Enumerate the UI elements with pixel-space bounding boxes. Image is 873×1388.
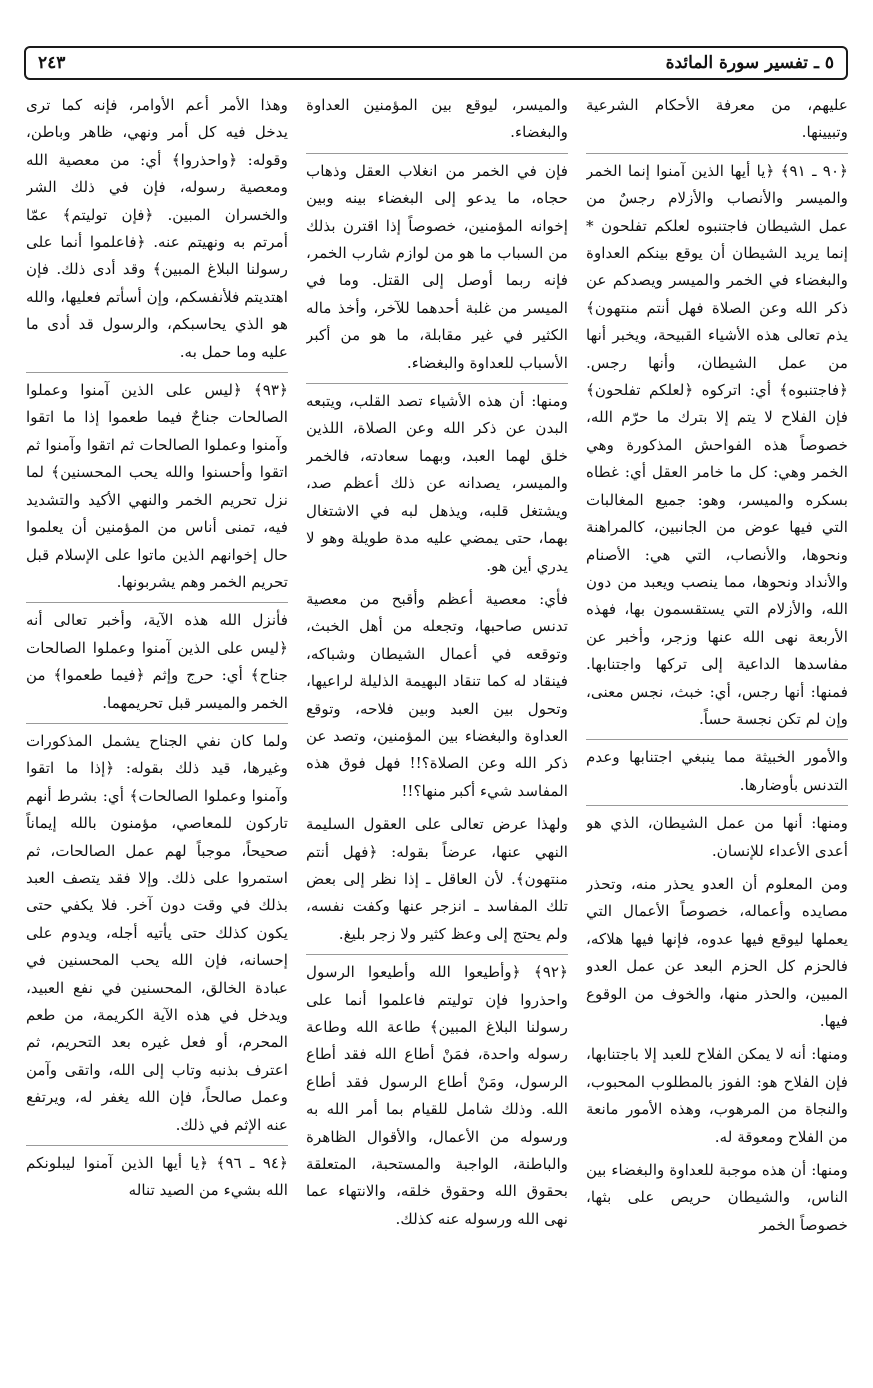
- paragraph: وهذا الأمر أعم الأوامر، فإنه كما ترى يدخل فيه كل أمر ونهي، ظاهر وباطن، وقوله: ﴿واحذروا﴾ أي: من معصية الله ومعصية رسوله، فإن في ذلك الشر والخسران المبين. ﴿فإن توليتم﴾ عمّا أمرتم به ونهيتم عنه. ﴿فاعلموا أنما على رسولنا البلاغ المبين﴾ وقد أدى ذلك. فإن اهتديتم فلأنفسكم، وإن أسأتم فعليها، والله هو الذي يحاسبكم، والرسول قد أدى ما عليه وما حمل به.: [26, 96, 288, 361]
- paragraph: ولما كان نفي الجناح يشمل المذكورات وغيرها، قيد ذلك بقوله: ﴿إذا ما اتقوا وآمنوا وعملوا الصالحات﴾ أي: بشرط أنهم تاركون للمعاصي، مؤمنون بالله إيماناً صحيحاً، موجباً لهم عمل الصالحات، ثم استمروا على ذلك. وإلا فقد يتصف العبد بذلك في وقت دون آخر. فلا يكفي حتى يكون كذلك حتى يأتيه أجله، ويدوم على إحسانه، فإن الله يحب المحسنين في عبادة الخالق، المحسنين في نفع العبيد، ويدخل في هذه الآية الكريمة، من طعم المحرم، أو فعل غيره بعد التحريم، ثم اعترف بذنبه وتاب إلى الله، واتقى وآمن وعمل صالحاً، فإن الله يغفر له، ويرتفع عنه الإثم في ذلك.: [26, 723, 288, 1139]
- paragraph: فأي: معصية أعظم وأقبح من معصية تدنس صاحبها، وتجعله من أهل الخبث، وتوقعه في أعمال الشيطان وشباكه، فينقاد له كما تنقاد البهيمة الذليلة لراعيها، وتحول بين العبد وبين فلاحه، وتوقع العداوة والبغضاء بين المؤمنين، وتصد عن ذكر الله وعن الصلاة؟!! فهل فوق هذه المفاسد شيء أكبر منها؟!!: [306, 589, 568, 800]
- header-title: ٥ ـ تفسير سورة المائدة: [665, 53, 834, 73]
- paragraph: ومنها: أن هذه موجبة للعداوة والبغضاء بين الناس، والشيطان حريص على بثها، خصوصاً الخمر: [586, 1161, 848, 1234]
- paragraph: فإن في الخمر من انغلاب العقل وذهاب حجاه، ما يدعو إلى البغضاء بينه وبين إخوانه المؤمنين، خصوصاً إذا اقترن بذلك من السباب ما هو من لوازم شارب الخمر، فإنه ربما أوصل إلى القتل. وما في الميسر من غلبة أحدهما للآخر، وأخذ ماله الكثير في غير مقابلة، ما هو من أكبر الأسباب للعداوة والبغضاء.: [306, 153, 568, 377]
- column-left: [26, 92, 288, 1372]
- column-right: [586, 92, 848, 1372]
- page-header: [24, 46, 848, 80]
- paragraph: والميسر، ليوقع بين المؤمنين العداوة والبغضاء.: [306, 96, 568, 142]
- paragraph-verse-92: ﴿٩٢﴾ ﴿وأطيعوا الله وأطيعوا الرسول واحذروا فإن توليتم فاعلموا أنما على رسولنا البلاغ المبين﴾ طاعة الله وطاعة رسوله واحدة، فمَنْ أطاع الله فقد أطاع الرسول، ومَنْ أطاع الرسول فقد أطاع الله. وذلك شامل للقيام بما أمر الله به ورسوله من الأعمال، والأقوال الظاهرة والباطنة، الواجبة والمستحبة، المتعلقة بحقوق الله وحقوق خلقه، والانتهاء عما نهى الله ورسوله عنه كذلك.: [306, 954, 568, 1233]
- paragraph: والأمور الخبيثة مما ينبغي اجتنابها وعدم التدنس بأوضارها.: [586, 739, 848, 799]
- paragraph: ولهذا عرض تعالى على العقول السليمة النهي عنها، عرضاً بقوله: ﴿فهل أنتم منتهون﴾. لأن العاقل ـ إذا نظر إلى بعض تلك المفاسد ـ انزجر عنها وكفت نفسه، ولم يحتج إلى وعظ كثير ولا زجر بليغ.: [306, 815, 568, 943]
- page-number: ٢٤٣: [38, 53, 66, 73]
- paragraph-verse-93: ﴿٩٣﴾ ﴿ليس على الذين آمنوا وعملوا الصالحات جناحٌ فيما طعموا إذا ما اتقوا وآمنوا وعملوا الصالحات ثم اتقوا وآمنوا ثم اتقوا وأحسنوا والله يحب المحسنين﴾ لما نزل تحريم الخمر والنهي الأكيد والتشديد فيه، تمنى أناس من المؤمنين أن يعلموا حال إخوانهم الذين ماتوا على الإسلام قبل تحريم الخمر وهم يشربونها.: [26, 372, 288, 596]
- paragraph: ومن المعلوم أن العدو يحذر منه، وتحذر مصايده وأعماله، خصوصاً الأعمال التي يعملها ليوقع فيها عدوه، فإنها فيها هلاكه، فالحزم كل الحزم البعد عن عمل العدو المبين، والحذر منها، والخوف من الوقوع فيها.: [586, 874, 848, 1030]
- paragraph-verse-94-96: ﴿٩٤ ـ ٩٦﴾ ﴿يا أيها الذين آمنوا ليبلونكم الله بشيء من الصيد تناله: [26, 1145, 288, 1205]
- paragraph: فأنزل الله هذه الآية، وأخبر تعالى أنه ﴿ليس على الذين آمنوا وعملوا الصالحات جناح﴾ أي: حرج وإثم ﴿فيما طعموا﴾ من الخمر والميسر قبل تحريمهما.: [26, 602, 288, 717]
- paragraph: ومنها: أنه لا يمكن الفلاح للعبد إلا باجتنابها، فإن الفلاح هو: الفوز بالمطلوب المحبوب، والنجاة من المرهوب، وهذه الأمور مانعة من الفلاح ومعوقة له.: [586, 1045, 848, 1146]
- text-columns: [26, 92, 848, 1372]
- paragraph: ومنها: أن هذه الأشياء تصد القلب، ويتبعه البدن عن ذكر الله وعن الصلاة، اللذين خلق لهما العبد، وبهما سعادته، فالخمر والميسر، يصدانه عن ذلك أعظم صد، ويشتغل قلبه، ويذهل لبه في الاشتغال بهما، حتى يمضي عليه مدة طويلة وهو لا يدري أين هو.: [306, 383, 568, 580]
- paragraph: ومنها: أنها من عمل الشيطان، الذي هو أعدى الأعداء للإنسان.: [586, 805, 848, 865]
- paragraph-verse-90-91: ﴿٩٠ ـ ٩١﴾ ﴿يا أيها الذين آمنوا إنما الخمر والميسر والأنصاب والأزلام رجسٌ من عمل الشيطان فاجتنبوه لعلكم تفلحون * إنما يريد الشيطان أن يوقع بينكم العداوة والبغضاء في الخمر والميسر ويصدكم عن ذكر الله وعن الصلاة فهل أنتم منتهون﴾ يذم تعالى هذه الأشياء القبيحة، ويخبر أنها من عمل الشيطان، وأنها رجس. ﴿فاجتنبوه﴾ أي: اتركوه ﴿لعلكم تفلحون﴾ فإن الفلاح لا يتم إلا بترك ما حرّم الله، خصوصاً هذه الفواحش المذكورة وهي الخمر وهي: كل ما خامر العقل أي: غطاه بسكره والميسر، وهو: جميع المغالبات التي فيها عوض من الجانبين، كالمراهنة ونحوها، والأنصاب، التي هي: الأصنام والأنداد ونحوها، مما ينصب ويعبد من دون الله، والأزلام التي يستقسمون بها، فهذه الأربعة نهى الله عنها وزجر، وأخبر عن مفاسدها الداعية إلى تركها واجتنابها. فمنها: أنها رجس، أي: خبث، نجس معنى، وإن لم تكن نجسة حساً.: [586, 153, 848, 734]
- paragraph: عليهم، من معرفة الأحكام الشرعية وتبيينها.: [586, 96, 848, 142]
- column-middle: [306, 92, 568, 1372]
